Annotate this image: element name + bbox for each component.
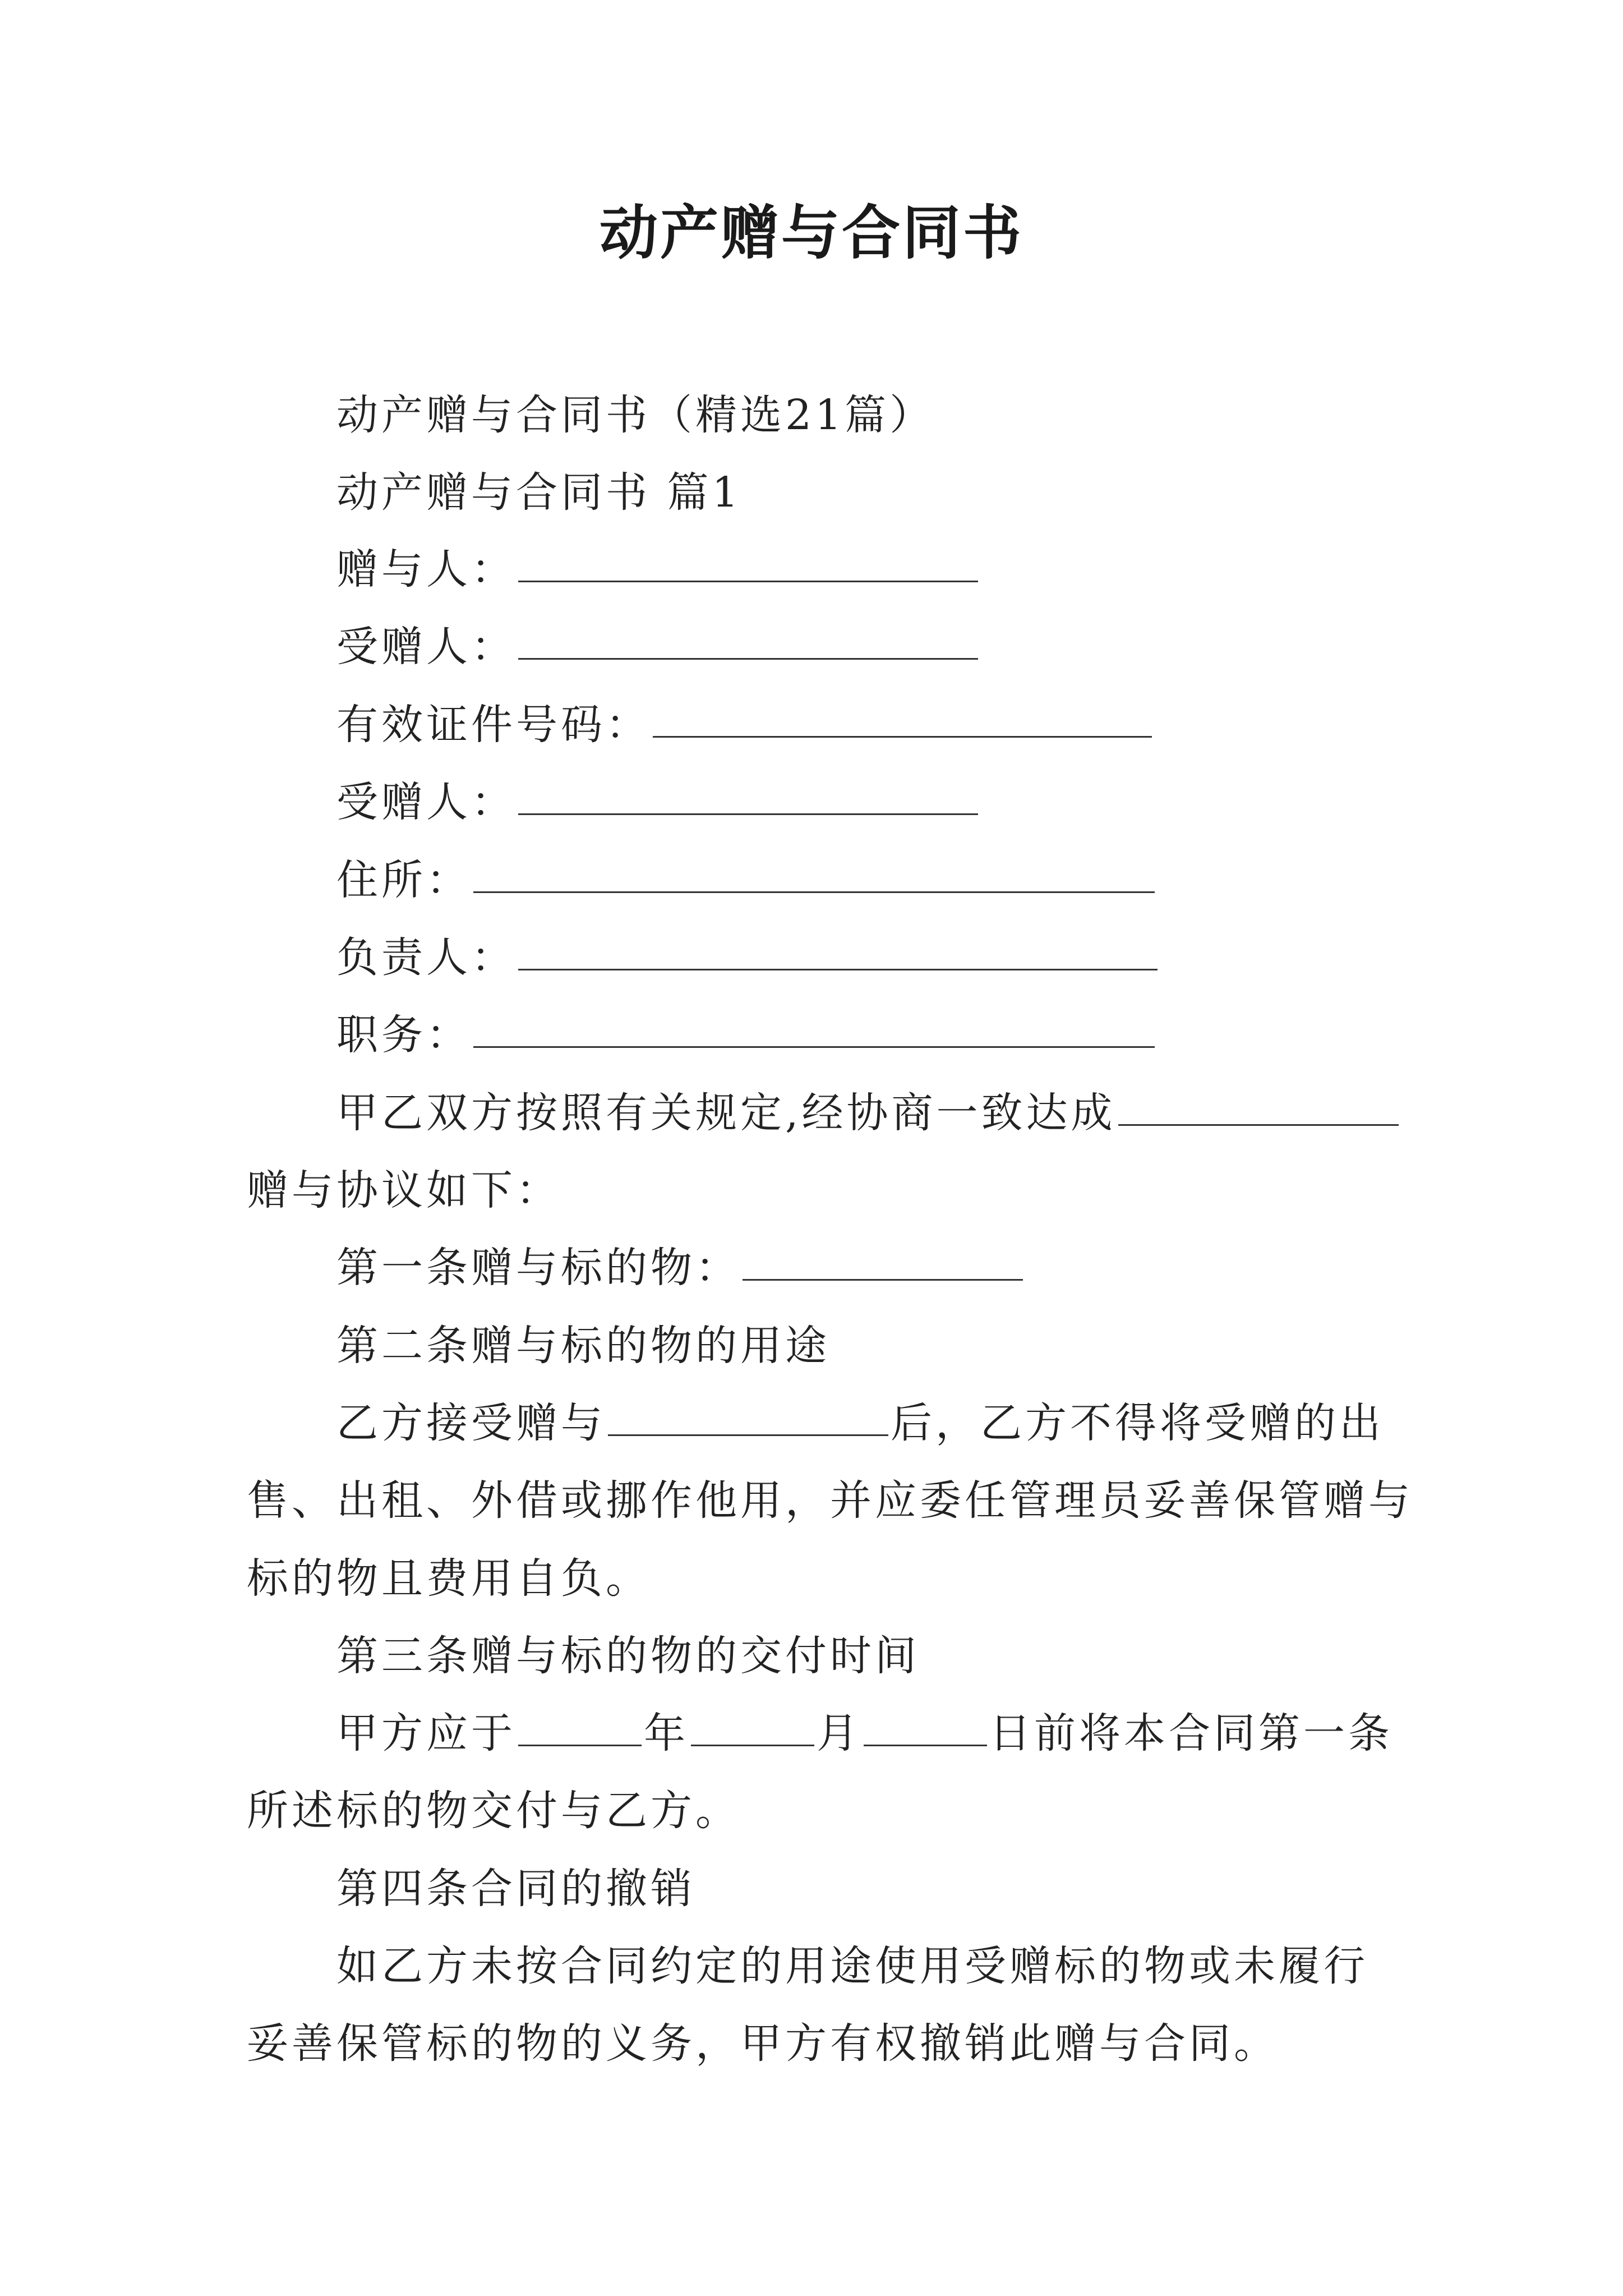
donee-field-2 xyxy=(336,774,980,830)
address-label: 住所： xyxy=(336,856,471,904)
article-3-line-1-start: 甲方应于 xyxy=(336,1709,516,1757)
month-blank[interactable] xyxy=(691,1705,814,1746)
article-4-heading: 第四条合同的撤销 xyxy=(336,1865,695,1913)
person-in-charge-label: 负责人： xyxy=(336,933,516,982)
address-blank[interactable] xyxy=(473,852,1155,893)
position-blank[interactable] xyxy=(473,1007,1155,1048)
article-1-heading: 第一条赠与标的物： xyxy=(336,1244,740,1292)
id-number-blank[interactable] xyxy=(653,697,1152,738)
donee-blank-1[interactable] xyxy=(518,619,978,660)
preamble-line-2: 赠与协议如下： xyxy=(247,1166,561,1214)
article-4-line-2: 妥善保管标的物的义务，甲方有权撤销此赠与合同。 xyxy=(247,2019,1279,2068)
day-blank[interactable] xyxy=(864,1705,987,1746)
document-subtitle: 动产赠与合同书（精选21篇） xyxy=(336,391,935,439)
person-in-charge-field xyxy=(336,930,1160,986)
agreement-name-blank[interactable] xyxy=(1118,1085,1399,1126)
article-2-line-2: 售、出租、外借或挪作他用，并应委任管理员妥善保管赠与 xyxy=(247,1476,1413,1525)
article-3-line-2: 所述标的物交付与乙方。 xyxy=(247,1787,740,1835)
article-4-line-1: 如乙方未按合同约定的用途使用受赠标的物或未履行 xyxy=(336,1942,1368,1990)
article-2-line-3: 标的物且费用自负。 xyxy=(247,1554,651,1603)
preamble-line-1 xyxy=(336,1085,1401,1141)
article-2-line-1 xyxy=(336,1395,1384,1451)
month-label: 月 xyxy=(817,1709,861,1757)
id-number-field xyxy=(336,697,1154,753)
year-blank[interactable] xyxy=(518,1705,642,1746)
donee-label-2: 受赠人： xyxy=(336,778,516,826)
article-1 xyxy=(336,1240,1025,1296)
donee-blank-2[interactable] xyxy=(518,774,978,815)
article-2-line-1-start: 乙方接受赠与 xyxy=(336,1399,606,1447)
position-label: 职务： xyxy=(336,1011,471,1059)
article-3-line-1 xyxy=(336,1705,1393,1761)
article-2-heading: 第二条赠与标的物的用途 xyxy=(336,1322,830,1370)
section-heading: 动产赠与合同书 篇1 xyxy=(336,468,742,517)
document-title: 动产赠与合同书 xyxy=(599,199,1023,267)
year-label: 年 xyxy=(644,1709,689,1757)
article-2-line-1-end: 后，乙方不得将受赠的出 xyxy=(891,1399,1384,1447)
address-field xyxy=(336,852,1157,908)
id-number-label: 有效证件号码： xyxy=(336,701,651,749)
accepted-gift-blank[interactable] xyxy=(608,1395,888,1436)
person-in-charge-blank[interactable] xyxy=(518,930,1158,970)
donor-field xyxy=(336,541,980,597)
article-3-heading: 第三条赠与标的物的交付时间 xyxy=(336,1632,920,1680)
donor-blank[interactable] xyxy=(518,541,978,582)
donee-field-1 xyxy=(336,619,980,675)
position-field xyxy=(336,1007,1157,1063)
preamble-text: 甲乙双方按照有关规定,经协商一致达成 xyxy=(336,1089,1116,1137)
gift-object-blank[interactable] xyxy=(743,1240,1023,1281)
article-3-line-1-end: 日前将本合同第一条 xyxy=(989,1709,1393,1757)
donee-label-1: 受赠人： xyxy=(336,623,516,671)
donor-label: 赠与人： xyxy=(336,545,516,593)
